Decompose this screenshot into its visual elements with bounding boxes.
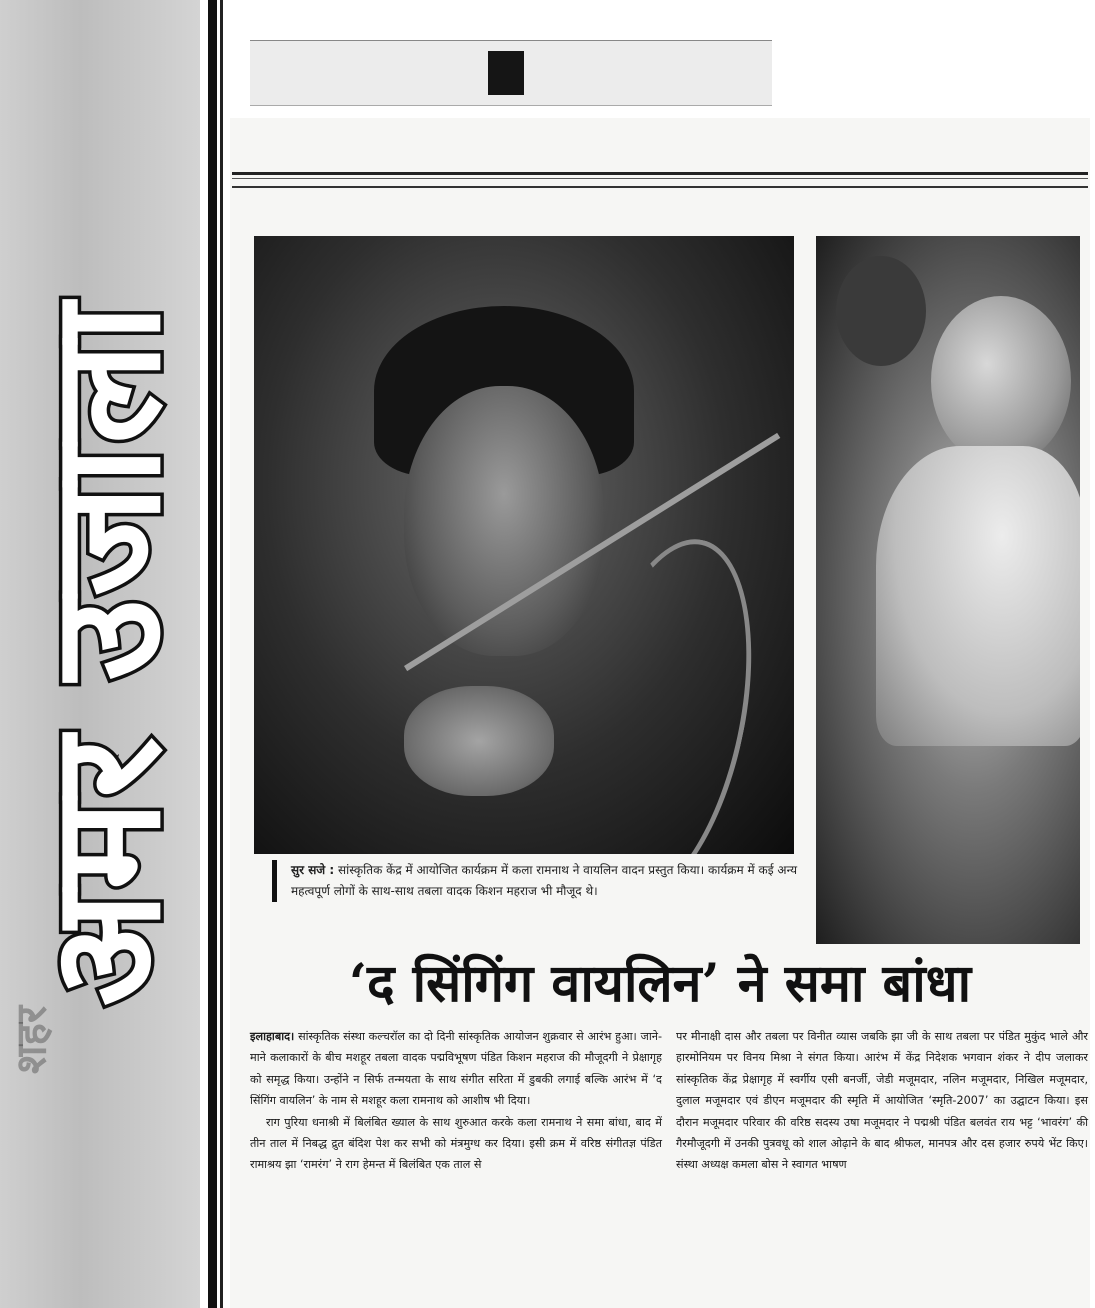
photo-caption bbox=[272, 860, 817, 902]
masthead-ghost-text: शहर bbox=[6, 1005, 56, 1075]
article-top-rule-bottom bbox=[232, 186, 1088, 188]
article-paragraph-text: सांस्कृतिक संस्था कल्चरॉल का दो दिनी सांस्कृतिक आयोजन शुक्रवार से आरंभ हुआ। जाने-माने कलाकारों के बीच मशहूर तबला वादक पद्मविभूषण पंडित किशन महराज की मौजूदगी ने प्रेक्षागृह को समृद्ध किया। उन्होंने न सिर्फ तन्मयता के साथ संगीत सरिता में डुबकी लगाई बल्कि आरंभ में ‘द सिंगिंग वायलिन’ के नाम से मशहूर कला रामनाथ को आशीष भी दिया। bbox=[250, 1030, 662, 1108]
article-paragraph bbox=[250, 1026, 662, 1112]
masthead-strip bbox=[0, 0, 200, 1308]
photo-face bbox=[404, 386, 604, 656]
banner-block bbox=[488, 51, 524, 95]
photo-hand bbox=[404, 686, 554, 796]
newspaper-masthead-title: अमर उजाला bbox=[18, 301, 194, 1007]
top-banner bbox=[250, 40, 772, 106]
article-column-right bbox=[676, 1026, 1088, 1176]
violinist-photo bbox=[254, 236, 794, 854]
caption-label: सुर सजे : bbox=[291, 863, 335, 877]
article-column-left bbox=[250, 1026, 662, 1176]
article-paragraph: राग पुरिया धनाश्री में बिलंबित ख्याल के साथ शुरुआत करके कला रामनाथ ने समा बांधा, बाद में तीन ताल में निबद्ध द्रुत बंदिश पेश कर सभी को मंत्रमुग्ध कर दिया। इसी क्रम में वरिष्ठ संगीतज्ञ पंडित रामाश्रय झा ‘रामरंग’ ने राग हेमन्त में बिलंबित एक ताल से bbox=[250, 1115, 662, 1172]
masthead-divider-thick bbox=[208, 0, 217, 1308]
audience-photo bbox=[816, 236, 1080, 944]
photo-background-person bbox=[836, 256, 926, 366]
caption-text: सांस्कृतिक केंद्र में आयोजित कार्यक्रम में कला रामनाथ ने वायलिन वादन प्रस्तुत किया। कार्यक्रम में कई अन्य महत्वपूर्ण लोगों के साथ-साथ तबला वादक किशन महराज भी मौजूद थे। bbox=[291, 863, 798, 898]
article-top-rule-thin bbox=[232, 178, 1088, 179]
dateline: इलाहाबाद। bbox=[250, 1030, 295, 1043]
masthead-divider-thin bbox=[220, 0, 223, 1308]
photo-man-body bbox=[876, 446, 1080, 746]
article-paragraph: पर मीनाक्षी दास और तबला पर विनीत व्यास जबकि झा जी के साथ तबला पर पंडित मुकुंद भाले और हारमोनियम पर विनय मिश्रा ने संगत किया। आरंभ में केंद्र निदेशक भगवान शंकर ने दीप जलाकर सांस्कृतिक केंद्र प्रेक्षागृह में स्वर्गीय एसी बनर्जी, जेडी मजूमदार, नलिन मजूमदार, निखिल मजूमदार, दुलाल मजूमदार एवं डीएन मजूमदार की स्मृति में आयोजित ‘स्मृति-2007’ का उद्घाटन किया। इस दौरान मजूमदार परिवार की वरिष्ठ सदस्य उषा मजूमदार ने पद्मश्री पंडित बलवंत राय भट्ट ‘भावरंग’ की गैरमौजूदगी में उनकी पुत्रवधू को शाल ओढ़ाने के बाद श्रीफल, मानपत्र और दस हजार रुपये भेंट किए। संस्था अध्यक्ष कमला बोस ने स्वागत भाषण bbox=[676, 1030, 1088, 1172]
photo-man-head bbox=[931, 296, 1071, 466]
article-headline: ‘द सिंगिंग वायलिन’ ने समा बांधा bbox=[348, 953, 972, 1014]
article-top-rule bbox=[232, 172, 1088, 175]
